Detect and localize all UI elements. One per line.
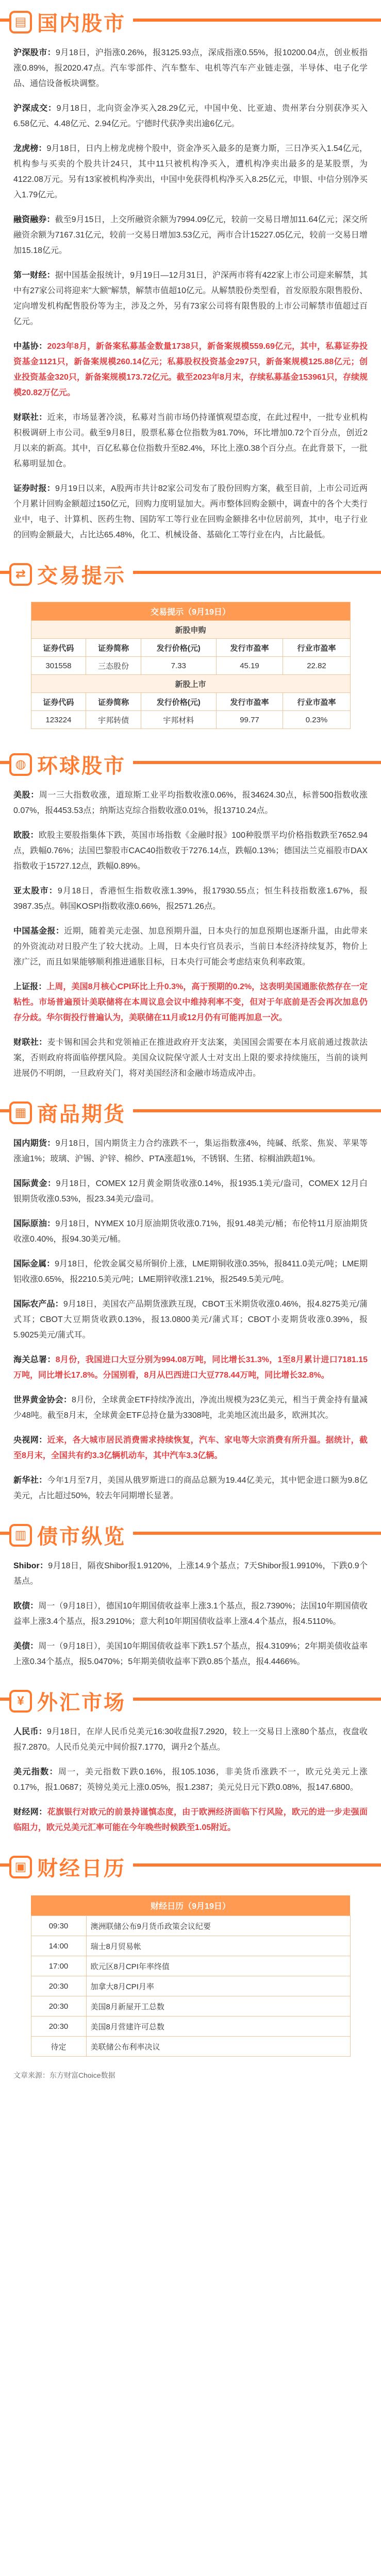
bond-content: [0, 1558, 381, 1670]
paragraph: 亚太股市：9月18日，香港恒生指数收涨1.39%，报17930.55点；恒生科技指数涨1.67%，报3987.35点。韩国KOSPI指数收涨0.66%，报2571.26点。: [13, 887, 368, 911]
paragraph: 证券时报：9月19日以来，A股两市共计82家公司发布了股份回购方案，截至目前，上市公司近两个月累计回购金额超过150亿元，回购力度明显加大。两市整体回购金额中，调查中的各个大类行业中，电子、计算机、医药生物、国防军工等行业在回购金额排名中位居前列，其中，电子行业的回购金额最大，占比达65.48%，化工、机械设备、基础化工等行业在内，占比最低。: [13, 484, 368, 539]
table-header-row: 证券代码 证券简称 发行价格(元) 发行市盈率 行业市盈率: [31, 693, 350, 711]
chart-icon: ▤: [9, 11, 32, 33]
paragraph: 国际黄金：9月18日，COMEX 12月黄金期货收涨0.14%，报1935.1美元/盎司，COMEX 12月白银期货收涨0.53%，报23.34美元/盎司。: [13, 1179, 368, 1204]
fx-content: [0, 1724, 381, 1836]
section-title: 商品期货: [37, 1103, 126, 1126]
table-row: 17:00 欧元区8月CPI年率终值: [31, 1956, 350, 1976]
globe-icon: ◍: [9, 753, 32, 776]
paragraph: 中国基金报：近期，随着美元走强、加息预期升温，日本央行的加息预期也逐渐升温，由此带来的外资流动对日股产生了较大扰动。上周，日本央行官员表示，当前日本经济持续复苏，物价上涨广泛，而且如果能够顺利推进通胀目标，日本央行可能会考虑结束负利率政策。: [13, 927, 368, 967]
table-subheader: 新股上市: [31, 675, 350, 693]
paragraph: 美股：周一三大指数收涨，道琼斯工业平均指数收涨0.06%，报34624.30点，标普500指数收涨0.07%，报4453.53点；纳斯达克综合指数收涨0.01%，报13710.24点。: [13, 791, 368, 815]
paragraph: 美债：周一（9月18日），美国10年期国债收益率下跌1.57个基点，报4.3109%；2年期美债收益率上涨0.34个基点，报5.0470%；5年期美债收益率下跌0.85个基点，报4.4466%。: [13, 1642, 368, 1666]
trade-table: [31, 602, 351, 729]
paragraph: 新华社：今年1月至7月，美国从俄罗斯进口的商品总额为19.44亿美元，其中钯金进口额为9.8亿美元，占比超过50%，较去年同期增长显著。: [13, 1476, 368, 1500]
calendar-caption: 财经日历（9月19日）: [31, 1895, 350, 1916]
section-header-trade: [0, 552, 381, 598]
paragraph: 财经网：花旗银行对欧元的前景持谨慎态度，由于欧洲经济面临下行风险，欧元的进一步走强面临阻力，欧元兑美元汇率可能在今年晚些时候跌至1.05附近。: [13, 1808, 368, 1832]
table-row: 待定 美联储公布利率决议: [31, 2037, 350, 2057]
paragraph: 世界黄金协会：8月份，全球黄金ETF持续净流出，净流出规模为23亿美元，相当于黄金持有量减少48吨。截至8月末，全球黄金ETF总持仓量为3308吨，北美地区流出最多，欧洲其次。: [13, 1396, 368, 1420]
table-header-row: 证券代码 证券简称 发行价格(元) 发行市盈率 行业市盈率: [31, 639, 350, 657]
paragraph: 第一财经：据中国基金报统计，9月19日—12月31日，沪深两市将有422家上市公司迎来解禁，其中有27家公司将迎来"大额"解禁，解禁市值超10亿元。从解禁股份类型看，首发原股东限售股份、定向增发机构配售股份等为主，涉及之外，另有73家公司将有限售股的上市公司解禁市值超过百亿元。: [13, 271, 368, 326]
table-row: 09:30 澳洲联储公布9月货币政策会议纪要: [31, 1916, 350, 1936]
section-header-global: [0, 742, 381, 788]
table-subheader: 新股申购: [31, 621, 350, 639]
paragraph: 欧股：欧股主要股指集体下跌，英国市场指数《金融时报》100种股票平均价格指数跌至7652.94点，跌幅0.76%；法国巴黎股市CAC40指数收于7276.14点，跌幅0.13%；德国法兰克福股市DAX指数收于15727.12点，跌幅0.89%。: [13, 831, 368, 871]
calendar-icon: ▣: [9, 1856, 32, 1878]
paragraph: 沪深股市：9月18日，沪指涨0.26%，报3125.93点，深成指涨0.55%，报10200.04点，创业板指涨0.89%，报2020.47点。汽车零部件、汽车整车、电机等汽车产业链走强，半导体、电子化学品、通信设备板块调整。: [13, 48, 368, 88]
paragraph: 国际农产品：9月18日，美国农产品期货涨跌互现，CBOT玉米期货收涨0.46%，报4.8275美元/蒲式耳；CBOT大豆期货收跌0.13%，报13.0800美元/蒲式耳；CBOT小麦期货收涨0.39%，报5.9025美元/蒲式耳。: [13, 1300, 368, 1340]
section-title: 债市纵览: [37, 1526, 126, 1548]
paragraph: 财联社：近来，市场显著冷淡，私募对当前市场仍持谨慎观望态度，在此过程中，一批专业机构积极调研上市公司。截至9月8日，股票私募仓位指数为81.70%，环比增加0.72个百分点，创近2月以来的新高。其中，百亿私募仓位指数升至82.4%，环比上涨0.38个百分点。在此背景下，一批私募明显加仓。: [13, 413, 368, 468]
section-header-domestic: [0, 0, 381, 45]
global-content: [0, 788, 381, 1081]
table-row: 20:30 美国8月新屋开工总数: [31, 1996, 350, 2016]
paragraph: 中基协：2023年8月，新备案私募基金数量1738只，新备案规模559.69亿元，其中，私募证券投资基金1121只，新备案规模260.14亿元；私募股权投资基金297只，新备案规模125.88亿元；创业投资基金320只，新备案规模173.72亿元。截至2023年8月末，存续私募基金153961只，存续规模20.82万亿元。: [13, 342, 368, 397]
paragraph: 人民币：9月18日，在岸人民币兑美元16:30收盘报7.2920，较上一交易日上涨80个基点，夜盘收报7.2870。人民币兑美元中间价报7.1770，调升2个基点。: [13, 1727, 368, 1752]
section-header-fx: [0, 1679, 381, 1724]
table-row: 20:30 美国8月营建许可总数: [31, 2016, 350, 2037]
calendar-table: [31, 1895, 351, 2057]
table-row: 14:00 瑞士8月贸易帐: [31, 1936, 350, 1956]
paragraph: 美元指数：周一，美元指数下跌0.16%，报105.1036，非美货币涨跌不一，欧元兑美元上涨0.17%，报1.0687；英镑兑美元上涨0.05%，报1.2387；美元兑日元下跌0.08%，报147.6800。: [13, 1768, 368, 1792]
exchange-icon: ⇄: [9, 563, 32, 586]
source-note: 文章来源：东方财富Choice数据: [13, 2071, 115, 2079]
paragraph: 沪深成交：9月18日，北向资金净买入28.29亿元，中国中免、比亚迪、贵州茅台分别获净买入6.58亿元、4.48亿元、2.94亿元。宁德时代获净卖出逾6亿元。: [13, 104, 368, 128]
paragraph: 龙虎榜：9月18日，日内上榜龙虎榜个股中，资金净买入最多的是赛力斯，三日净买入1.54亿元，机构参与买卖的个股共计24只，其中11只被机构净买入，遭机构净卖出最多的是某股票，为4122.08万元。另有13家被机构净卖出，中国中免获得机构净买入8.25亿元，申银、中信分别净买入1.79亿元。: [13, 144, 368, 199]
paragraph: 国际原油：9月18日，NYMEX 10月原油期货收涨0.71%，报91.48美元/桶；布伦特11月原油期货收涨0.40%，报94.30美元/桶。: [13, 1219, 368, 1244]
paragraph: 上证报：上周，美国8月核心CPI环比上升0.3%，高于预期的0.2%，这表明美国通胀依然存在一定粘性。市场普遍预计美联储将在本周议息会议中维持利率不变，但对于年底前是否会再次加息仍存分歧。华尔街投行普遍认为，美联储在11月或12月仍有可能再加息一次。: [13, 982, 368, 1022]
section-header-bond: [0, 1513, 381, 1558]
paragraph: 央视网：近来，各大城市居民消费需求持续恢复，汽车、家电等大宗消费有所升温。据统计，截至8月末，全国共有约3.3亿辆机动车，其中汽车3.3亿辆。: [13, 1436, 368, 1460]
domestic-content: [0, 45, 381, 543]
paragraph: 融资融券：截至9月15日，上交所融资余额为7994.09亿元，较前一交易日增加11.64亿元；深交所融资余额为7167.31亿元，较前一交易日增加3.53亿元，两市合计15227.05亿元，较前一交易日增加15.18亿元。: [13, 215, 368, 255]
box-icon: ▦: [9, 1101, 32, 1124]
table-row: 123224 宇邦转债 宇邦材料 99.77 0.23%: [31, 711, 350, 729]
currency-icon: ¥: [9, 1690, 32, 1713]
section-header-calendar: [0, 1845, 381, 1890]
table-caption: 交易提示（9月19日）: [31, 602, 350, 621]
paragraph: 国际金属：9月18日，伦敦金属交易所铜价上涨，LME期铜收涨0.35%，报8411.0美元/吨；LME期铝收涨0.65%，报2210.5美元/吨；LME期锌收涨1.21%，报2549.5美元/吨。: [13, 1260, 368, 1284]
document-icon: ▥: [9, 1524, 32, 1547]
paragraph: 欧债：周一（9月18日），德国10年期国债收益率上涨3.1个基点，报2.7390%；法国10年期国债收益率上涨3.4个基点，报3.2910%；意大利10年期国债收益率上涨4.4个基点，报4.5110%。: [13, 1602, 368, 1626]
section-title: 财经日历: [37, 1857, 126, 1880]
paragraph: 国内期货：9月18日，国内期货主力合约涨跌不一，集运指数涨4%，纯碱、纸浆、焦炭、苹果等涨逾1%；玻璃、沪锡、沪锌、棉纱、PTA涨超1%，不锈钢、生猪、棕榈油跌超1%。: [13, 1139, 368, 1163]
paragraph: 财联社：麦卡锡和国会共和党领袖正在推进政府开支法案，美国国会需要在本月底前通过拨款法案，否则政府将面临停摆风险。美国众议院保守派人士对支出上限的要求持续施压，当前的谈判进展仍不明朗，一旦政府关门，将对美国经济和金融市场造成冲击。: [13, 1038, 368, 1078]
section-title: 外汇市场: [37, 1691, 126, 1714]
paragraph: Shibor：9月18日，隔夜Shibor报1.9120%，上涨14.9个基点；7天Shibor报1.9910%，下跌0.9个基点。: [13, 1562, 368, 1586]
table-row: 301558 三态股份 7.33 45.19 22.82: [31, 657, 350, 675]
section-header-commodity: [0, 1091, 381, 1136]
section-title: 环球股市: [37, 755, 126, 777]
commodity-content: [0, 1136, 381, 1504]
paragraph: 海关总署：8月份，我国进口大豆分别为994.08万吨，同比增长31.3%，1至8月累计进口7181.15万吨，同比增长17.8%。分国别看，8月从巴西进口大豆778.44万吨，同比增长32.8%。: [13, 1355, 368, 1380]
section-title: 国内股市: [37, 12, 126, 35]
table-row: 20:30 加拿大8月CPI月率: [31, 1976, 350, 1996]
section-title: 交易提示: [37, 565, 126, 587]
